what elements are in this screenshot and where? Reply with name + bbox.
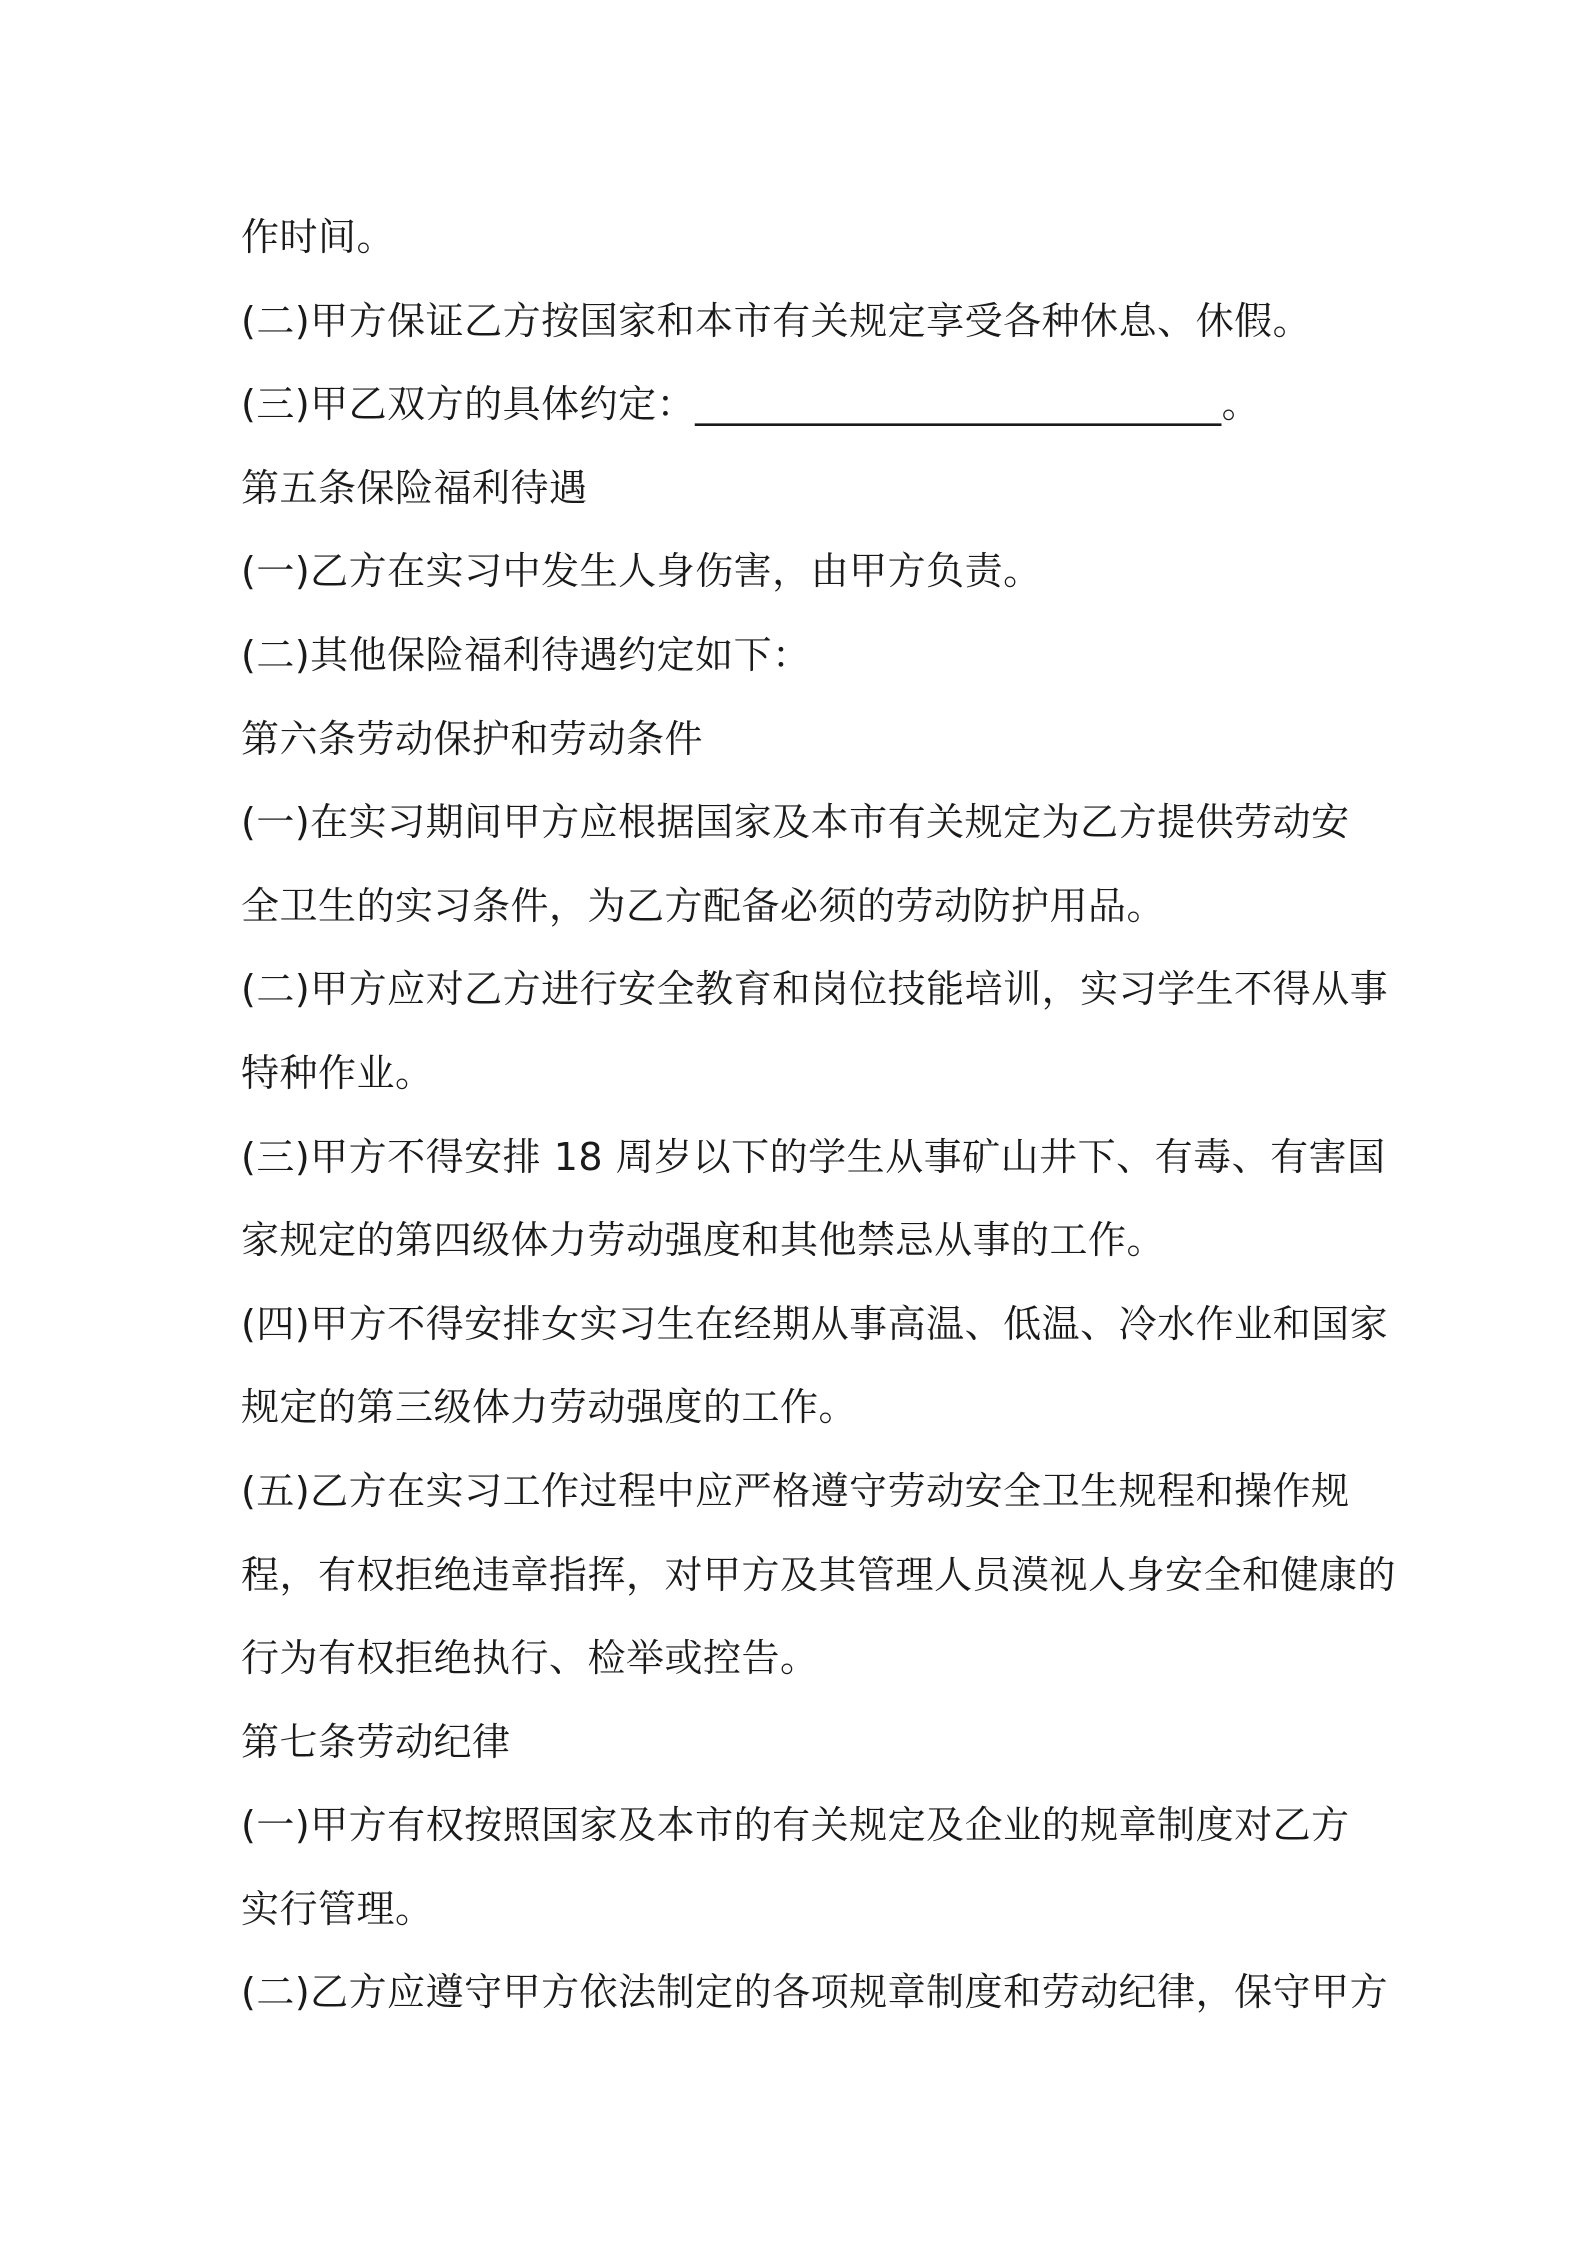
text-line: (二)甲方保证乙方按国家和本市有关规定享受各种休息、休假。 xyxy=(241,298,1312,343)
text-line: (一)在实习期间甲方应根据国家及本市有关规定为乙方提供劳动安 xyxy=(241,800,1350,845)
text-line: (一)甲方有权按照国家及本市的有关规定及企业的规章制度对乙方 xyxy=(241,1803,1350,1848)
text-line: (二)其他保险福利待遇约定如下： xyxy=(241,632,811,677)
text-line: 实行管理。 xyxy=(241,1886,434,1931)
text-line: 家规定的第四级体力劳动强度和其他禁忌从事的工作。 xyxy=(241,1218,1166,1263)
text-line: (五)乙方在实习工作过程中应严格遵守劳动安全卫生规程和操作规 xyxy=(241,1468,1350,1513)
text-line: (四)甲方不得安排女实习生在经期从事高温、低温、冷水作业和国家 xyxy=(241,1301,1389,1346)
text-line: (三)甲乙双方的具体约定：___________________________。 xyxy=(241,382,1261,427)
text-line: 行为有权拒绝执行、检举或控告。 xyxy=(241,1636,819,1681)
text-line: 规定的第三级体力劳动强度的工作。 xyxy=(241,1385,858,1430)
section-heading: 第七条劳动纪律 xyxy=(241,1719,511,1764)
text-line: (三)甲方不得安排 18 周岁以下的学生从事矿山井下、有毒、有害国 xyxy=(241,1134,1386,1179)
text-line: (二)甲方应对乙方进行安全教育和岗位技能培训，实习学生不得从事 xyxy=(241,967,1389,1012)
text-line: 作时间。 xyxy=(241,215,396,259)
text-line: 程，有权拒绝违章指挥，对甲方及其管理人员漠视人身安全和健康的 xyxy=(241,1552,1397,1597)
section-heading: 第五条保险福利待遇 xyxy=(241,465,588,510)
document-body xyxy=(241,196,1397,2035)
text-line: (二)乙方应遵守甲方依法制定的各项规章制度和劳动纪律，保守甲方 xyxy=(241,1970,1389,2015)
text-line: 特种作业。 xyxy=(241,1050,434,1095)
section-heading: 第六条劳动保护和劳动条件 xyxy=(241,716,704,761)
text-line: (一)乙方在实习中发生人身伤害，由甲方负责。 xyxy=(241,549,1042,594)
text-line: 全卫生的实习条件，为乙方配备必须的劳动防护用品。 xyxy=(241,883,1166,928)
